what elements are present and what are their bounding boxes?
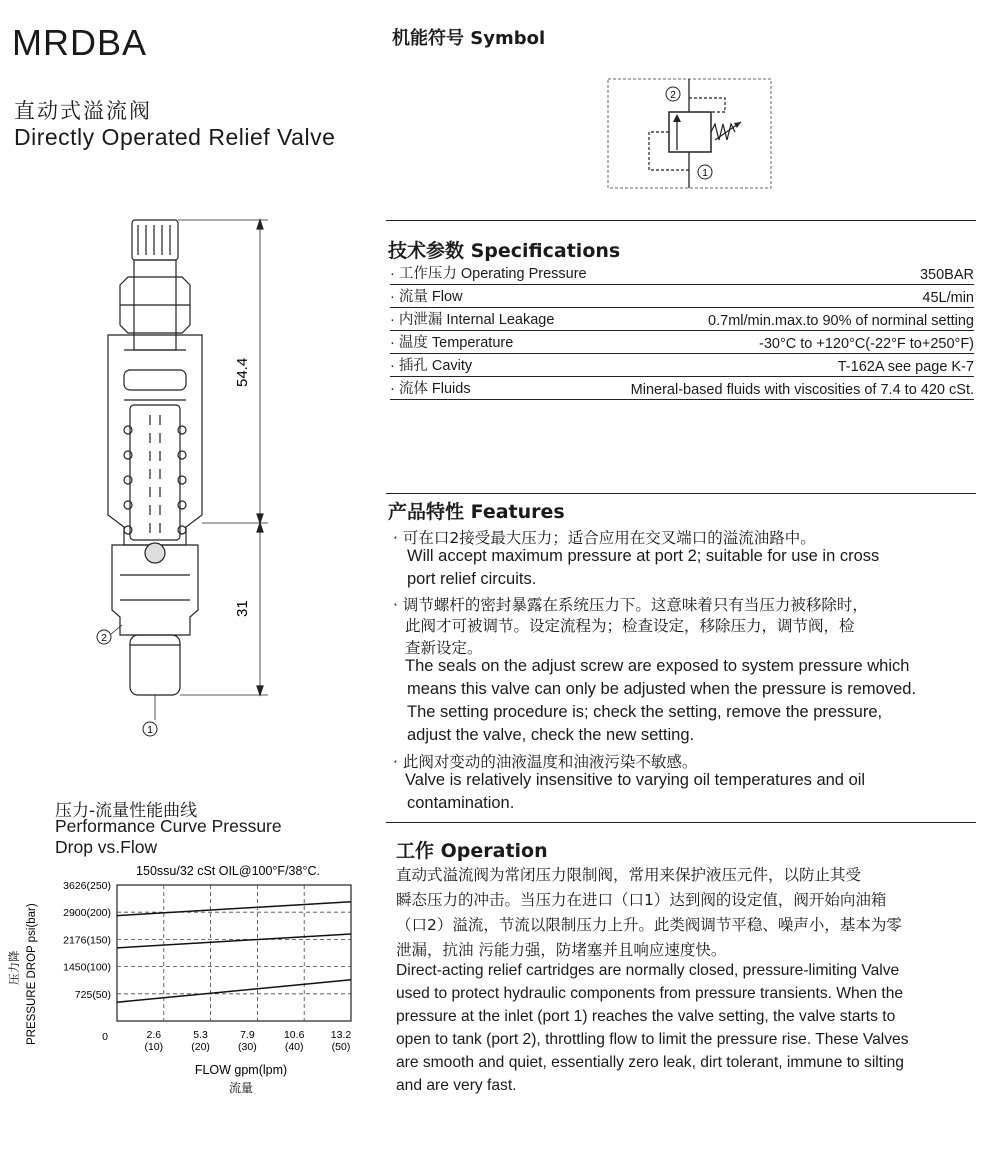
x-tick-label-lpm: (40)	[284, 1041, 304, 1053]
y-tick-label: 1450(100)	[63, 961, 111, 974]
y-tick-label: 2900(200)	[63, 907, 111, 920]
spec-row-temperature	[390, 330, 974, 354]
spec-label: · 插孔 Cavity	[390, 358, 473, 374]
divider-features	[386, 493, 976, 494]
operation-line: open to tank (port 2), throttling flow to limit the pressure rise. These Valves	[396, 1031, 909, 1048]
feature-line: · 可在口2接受最大压力；适合应用在交叉端口的溢流油路中。	[393, 529, 816, 547]
series-line-setting-mid	[117, 934, 351, 948]
operation-line: 瞬态压力的冲击。当压力在进口（口1）达到阀的设定值，阀开始向油箱	[396, 891, 887, 909]
operation-line: used to protect hydraulic components from pressure transients. When the	[396, 985, 904, 1002]
features-title: 产品特性 Features	[388, 501, 565, 523]
x-tick-label-lpm: (10)	[144, 1041, 164, 1053]
operation-line: Direct-acting relief cartridges are normally closed, pressure-limiting Valve	[396, 962, 900, 979]
feature-line: 查新设定。	[405, 639, 483, 657]
spec-value: 350BAR	[919, 267, 974, 283]
divider-top	[386, 220, 976, 221]
spec-row-fluids	[390, 376, 974, 400]
feature-line: Will accept maximum pressure at port 2; suitable for use in cross	[407, 547, 880, 565]
plot-frame	[117, 885, 351, 1021]
hydraulic-symbol	[607, 78, 772, 190]
specifications-title: 技术参数 Specifications	[388, 240, 621, 262]
y-axis-label: PRESSURE DROP psi(bar)	[26, 903, 38, 1045]
spec-value: T-162A see page K-7	[837, 359, 974, 375]
spec-label: · 内泄漏 Internal Leakage	[390, 312, 555, 328]
x-tick-label-lpm: (20)	[191, 1041, 210, 1053]
performance-chart	[0, 855, 380, 1100]
spec-value: 0.7ml/min.max.to 90% of norminal setting	[708, 313, 974, 329]
spec-value: Mineral-based fluids with viscosities of 7.4 to 420 cSt.	[630, 382, 974, 398]
x-tick-label: 13.2	[330, 1029, 352, 1041]
x-tick-label-lpm: (50)	[331, 1041, 351, 1053]
operation-line: and are very fast.	[396, 1077, 517, 1094]
cartridge-drawing	[90, 215, 280, 745]
symbol-port-2: 2	[670, 90, 676, 101]
spec-label: · 流体 Fluids	[390, 381, 471, 397]
x-tick-label: 2.6	[146, 1029, 162, 1041]
x-axis-label: FLOW gpm(lpm)	[194, 1063, 288, 1077]
feature-line: The setting procedure is; check the setting, remove the pressure,	[407, 703, 883, 721]
series-line-setting-high	[117, 902, 351, 916]
operation-line: pressure at the inlet (port 1) reaches the valve setting, the valve starts to	[396, 1008, 896, 1025]
operation-line: 直动式溢流阀为常闭压力限制阀，常用来保护液压元件，以防止其受	[396, 866, 862, 884]
curve-title-en: Performance Curve Pressure	[55, 816, 282, 836]
dimension-upper: 54.4	[234, 357, 251, 387]
divider-operation	[386, 822, 976, 823]
x-tick-label-lpm: (30)	[238, 1041, 257, 1053]
spec-row-flow	[390, 284, 974, 308]
x-tick-label: 7.9	[240, 1029, 255, 1041]
feature-line: port relief circuits.	[407, 570, 537, 588]
product-title-cn: 直动式溢流阀	[14, 99, 152, 123]
spec-label: · 流量 Flow	[390, 289, 463, 305]
chart-title: 150ssu/32 cSt OIL@100°F/38°C.	[136, 864, 320, 878]
symbol-title: 机能符号 Symbol	[392, 28, 546, 49]
feature-line: The seals on the adjust screw are exposed to system pressure which	[405, 657, 910, 675]
spec-label: · 温度 Temperature	[390, 335, 514, 351]
y-axis-label-cn: 压力降	[9, 950, 21, 985]
operation-title: 工作 Operation	[396, 840, 548, 862]
drawing-port-1: 1	[147, 725, 153, 736]
model-code: MRDBA	[12, 22, 148, 63]
origin-label: 0	[102, 1031, 108, 1043]
spec-value: -30°C to +120°C(-22°F to+250°F)	[758, 336, 974, 352]
feature-line: 此阀才可被调节。设定流程为；检查设定，移除压力，调节阀，检	[405, 617, 855, 635]
x-axis-label-cn: 流量	[228, 1081, 254, 1095]
series-line-setting-low	[117, 980, 351, 1003]
feature-line: · 此阀对变动的油液温度和油液污染不敏感。	[393, 753, 698, 771]
curve-title-cn: 压力-流量性能曲线	[55, 801, 198, 821]
symbol-port-1: 1	[702, 168, 708, 179]
feature-line: contamination.	[407, 794, 515, 812]
feature-line: Valve is relatively insensitive to varying oil temperatures and oil	[405, 771, 866, 789]
x-tick-label: 5.3	[193, 1029, 208, 1041]
operation-line: 泄漏，抗油 污能力强，防堵塞并且响应速度快。	[396, 941, 727, 959]
spec-value: 45L/min	[922, 290, 974, 306]
spec-row-leakage	[390, 307, 974, 331]
operation-line: are smooth and quiet, essentially zero leak, dirt tolerant, immune to silting	[396, 1054, 904, 1071]
x-tick-label: 10.6	[283, 1029, 305, 1041]
y-tick-label: 725(50)	[74, 988, 111, 1001]
drawing-port-2: 2	[101, 633, 107, 644]
y-tick-label: 2176(150)	[63, 934, 111, 947]
feature-line: means this valve can only be adjusted when the pressure is removed.	[407, 680, 917, 698]
product-title-en: Directly Operated Relief Valve	[14, 124, 336, 150]
spec-row-pressure	[390, 261, 974, 285]
dimension-lower: 31	[234, 600, 251, 617]
operation-line: （口2）溢流，节流以限制压力上升。此类阀调节平稳、噪声小，基本为零	[396, 916, 902, 934]
y-tick-label: 3626(250)	[63, 880, 111, 892]
spec-row-cavity	[390, 353, 974, 377]
feature-line: adjust the valve, check the new setting.	[407, 726, 695, 744]
curve-title-en-2: Drop vs.Flow	[55, 837, 158, 857]
spec-label: · 工作压力 Operating Pressure	[390, 266, 587, 282]
feature-line: · 调节螺杆的密封暴露在系统压力下。这意味着只有当压力被移除时，	[393, 596, 868, 614]
